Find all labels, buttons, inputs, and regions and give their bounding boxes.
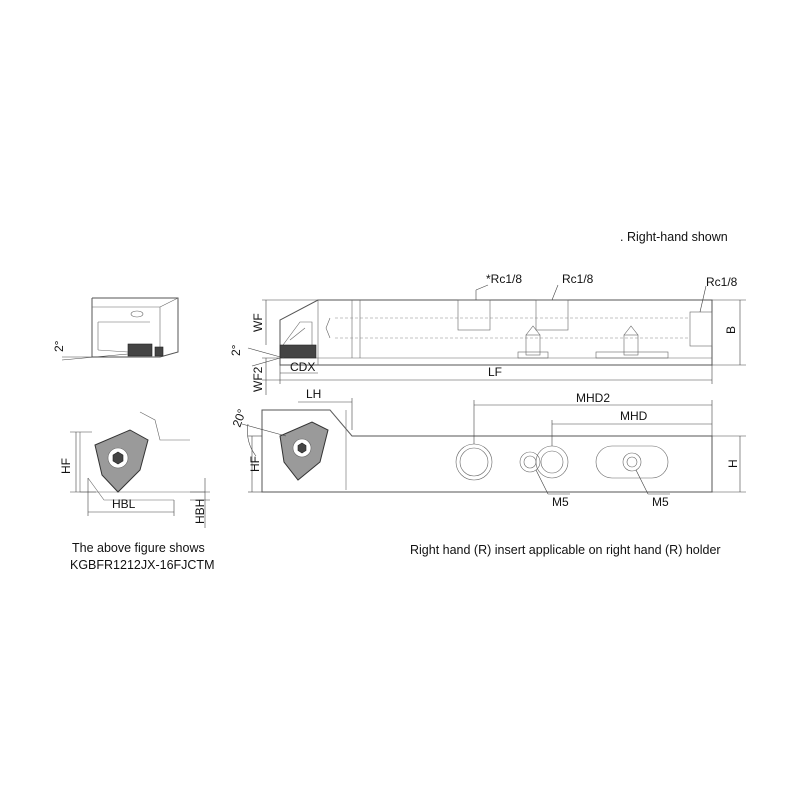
dim-mhd-label: MHD (620, 409, 648, 423)
insert-detail (70, 412, 210, 528)
figure-caption-line2: KGBFR1212JX-16FJCTM (70, 558, 215, 572)
thread-m5-left-label: M5 (552, 495, 569, 509)
dim-lf-label: LF (488, 365, 503, 379)
dim-h-label: H (726, 459, 740, 468)
dim-cdx-label: CDX (290, 360, 316, 374)
angle-2-side-label: 2° (229, 344, 243, 356)
angle-2-left-label: 2° (52, 340, 66, 352)
thread-m5-right-label: M5 (652, 495, 669, 509)
dim-hbl-label: HBL (112, 497, 136, 511)
dim-hf-insert-label: HF (59, 458, 73, 474)
dim-hbh-label: HBH (193, 498, 207, 524)
dim-b-label: B (724, 325, 738, 334)
dim-lh-label: LH (306, 387, 322, 401)
end-view-small (52, 298, 178, 360)
port-rc-mid-label: Rc1/8 (562, 272, 594, 286)
angle-20-label: 20° (229, 407, 250, 430)
applicability-note: Right hand (R) insert applicable on right hand (R) holder (410, 543, 721, 557)
dim-wf2-label: WF2 (251, 366, 265, 392)
right-hand-shown-note: . Right-hand shown (620, 230, 728, 244)
figure-caption-line1: The above figure shows (72, 541, 205, 555)
port-rc-star-label: *Rc1/8 (486, 272, 523, 286)
port-rc-end-label: Rc1/8 (706, 275, 738, 289)
dim-mhd2-label: MHD2 (576, 391, 611, 405)
dim-hf-top-label: HF (248, 456, 262, 472)
dim-wf-label: WF (251, 313, 265, 332)
top-view (242, 398, 746, 494)
